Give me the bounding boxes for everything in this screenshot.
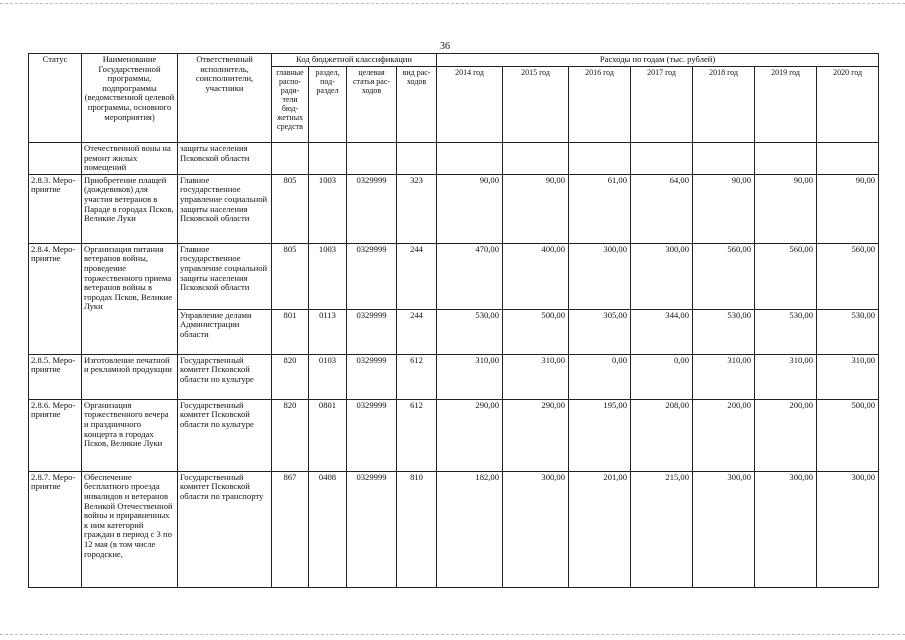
table-row — [29, 471, 879, 587]
cell-value: 300,00 — [631, 243, 693, 309]
cell-responsible: Государственный комитет Псковской области по культуре — [178, 354, 272, 399]
cell-csr: 0329999 — [347, 471, 397, 587]
cell-value: 344,00 — [631, 309, 693, 354]
cell-responsible: Государственный комитет Псковской области по культуре — [178, 399, 272, 471]
cell-value: 90,00 — [693, 174, 755, 243]
cell-status: 2.8.4. Меро-приятие — [29, 243, 82, 354]
cell-value: 200,00 — [755, 399, 817, 471]
cell-value: 300,00 — [755, 471, 817, 587]
cell-value: 530,00 — [755, 309, 817, 354]
cell-value — [503, 143, 569, 175]
cell-vr: 810 — [397, 471, 437, 587]
cell-value: 310,00 — [693, 354, 755, 399]
cell-grbs: 820 — [272, 354, 309, 399]
cell-value — [437, 143, 503, 175]
cell-status: 2.8.3. Меро-приятие — [29, 174, 82, 243]
cell-responsible: Главное государственное управление социальной защиты населения Псковской области — [178, 174, 272, 243]
cell-value: 310,00 — [755, 354, 817, 399]
cell-vr: 612 — [397, 399, 437, 471]
cell-name: Обеспечение бесплатного проезда инвалидов и ветеранов Великой Отечественной войны и приравненных к ним категорий граждан в период с 3 по 12 мая (в том числе городские, — [82, 471, 178, 587]
cell-value: 530,00 — [693, 309, 755, 354]
cell-value: 290,00 — [437, 399, 503, 471]
cell-name: Отечественной воны на ремонт жилых помещений — [82, 143, 178, 175]
cell-value: 400,00 — [503, 243, 569, 309]
cell-value: 64,00 — [631, 174, 693, 243]
cell-value — [693, 143, 755, 175]
header-responsible: Ответственный исполнитель, соисполнители, участники — [178, 54, 272, 143]
header-year-2019: 2019 год — [755, 67, 817, 143]
cell-value: 61,00 — [569, 174, 631, 243]
cell-razdel: 1003 — [309, 174, 347, 243]
header-grbs: главные распо-ради-тели бюд-жетных средств — [272, 67, 309, 143]
cell-value: 200,00 — [693, 399, 755, 471]
cell-value: 470,00 — [437, 243, 503, 309]
cell-name: Приобретение плащей (дождевиков) для участия ветеранов в Параде в городах Псков, Великие Луки — [82, 174, 178, 243]
header-year-2017: 2017 год — [631, 67, 693, 143]
header-year-2016: 2016 год — [569, 67, 631, 143]
cell-value — [817, 143, 879, 175]
page-number: 36 — [440, 41, 450, 52]
header-razdel: раздел, под-раздел — [309, 67, 347, 143]
cell-responsible: Управление делами Администрации области — [178, 309, 272, 354]
header-vr: вид рас-ходов — [397, 67, 437, 143]
cell-csr: 0329999 — [347, 243, 397, 309]
cell-grbs — [272, 143, 309, 175]
scan-bottom-edge — [0, 634, 905, 635]
cell-status: 2.8.5. Меро-приятие — [29, 354, 82, 399]
cell-value: 310,00 — [503, 354, 569, 399]
header-name: Наименование Государственной программы, подпрограммы (ведомственной целевой программы, основного мероприятия) — [82, 54, 178, 143]
cell-value — [755, 143, 817, 175]
cell-value: 0,00 — [569, 354, 631, 399]
cell-razdel: 0801 — [309, 399, 347, 471]
cell-grbs: 820 — [272, 399, 309, 471]
header-status: Статус — [29, 54, 82, 143]
scan-top-edge — [0, 3, 905, 4]
header-year-2018: 2018 год — [693, 67, 755, 143]
cell-value: 215,00 — [631, 471, 693, 587]
header-year-2015: 2015 год — [503, 67, 569, 143]
cell-grbs: 805 — [272, 174, 309, 243]
cell-grbs: 805 — [272, 243, 309, 309]
cell-value: 530,00 — [817, 309, 879, 354]
cell-razdel — [309, 143, 347, 175]
cell-value: 201,00 — [569, 471, 631, 587]
cell-name: Изготовление печатной и рекламной продукции — [82, 354, 178, 399]
cell-vr: 244 — [397, 309, 437, 354]
cell-vr: 244 — [397, 243, 437, 309]
table-row — [29, 243, 879, 309]
header-row-1 — [29, 54, 879, 67]
cell-grbs: 801 — [272, 309, 309, 354]
header-budget-code: Код бюджетной классификации — [272, 54, 437, 67]
cell-value: 500,00 — [817, 399, 879, 471]
cell-value: 310,00 — [437, 354, 503, 399]
cell-status: 2.8.7. Меро-приятие — [29, 471, 82, 587]
cell-value — [631, 143, 693, 175]
table-row — [29, 354, 879, 399]
header-year-2014: 2014 год — [437, 67, 503, 143]
cell-value: 300,00 — [693, 471, 755, 587]
cell-value — [569, 143, 631, 175]
table-row — [29, 174, 879, 243]
cell-razdel: 0103 — [309, 354, 347, 399]
cell-value: 305,00 — [569, 309, 631, 354]
cell-value: 300,00 — [503, 471, 569, 587]
cell-value: 300,00 — [817, 471, 879, 587]
cell-value: 182,00 — [437, 471, 503, 587]
header-csr: целевая статья рас-ходов — [347, 67, 397, 143]
cell-csr: 0329999 — [347, 174, 397, 243]
cell-vr — [397, 143, 437, 175]
budget-table — [28, 53, 879, 588]
cell-responsible: защиты населения Псковской области — [178, 143, 272, 175]
cell-value: 90,00 — [437, 174, 503, 243]
cell-value: 195,00 — [569, 399, 631, 471]
cell-value: 208,00 — [631, 399, 693, 471]
cell-value: 310,00 — [817, 354, 879, 399]
cell-value: 560,00 — [817, 243, 879, 309]
cell-value: 90,00 — [503, 174, 569, 243]
header-year-2020: 2020 год — [817, 67, 879, 143]
cell-name: Организация питания ветеранов войны, проведение торжественного приема ветеранов войны в городах Псков, Великие Луки — [82, 243, 178, 354]
cell-status — [29, 143, 82, 175]
cell-value: 300,00 — [569, 243, 631, 309]
table-row-continuation — [29, 143, 879, 175]
cell-razdel: 0113 — [309, 309, 347, 354]
cell-razdel: 1003 — [309, 243, 347, 309]
cell-status: 2.8.6. Меро-приятие — [29, 399, 82, 471]
header-expenses: Расходы по годам (тыс. рублей) — [437, 54, 879, 67]
cell-value: 530,00 — [437, 309, 503, 354]
cell-value: 500,00 — [503, 309, 569, 354]
cell-grbs: 867 — [272, 471, 309, 587]
cell-value: 90,00 — [755, 174, 817, 243]
cell-value: 290,00 — [503, 399, 569, 471]
cell-value: 0,00 — [631, 354, 693, 399]
cell-csr: 0329999 — [347, 399, 397, 471]
cell-razdel: 0408 — [309, 471, 347, 587]
cell-value: 560,00 — [693, 243, 755, 309]
cell-name: Организация торжественного вечера и праздничного концерта в городах Псков, Великие Луки — [82, 399, 178, 471]
cell-value: 560,00 — [755, 243, 817, 309]
cell-csr: 0329999 — [347, 309, 397, 354]
cell-vr: 323 — [397, 174, 437, 243]
cell-responsible: Главное государственное управление социальной защиты населения Псковской области — [178, 243, 272, 309]
cell-csr: 0329999 — [347, 354, 397, 399]
table-row — [29, 399, 879, 471]
cell-responsible: Государственный комитет Псковской области по транспорту — [178, 471, 272, 587]
cell-csr — [347, 143, 397, 175]
cell-vr: 612 — [397, 354, 437, 399]
cell-value: 90,00 — [817, 174, 879, 243]
